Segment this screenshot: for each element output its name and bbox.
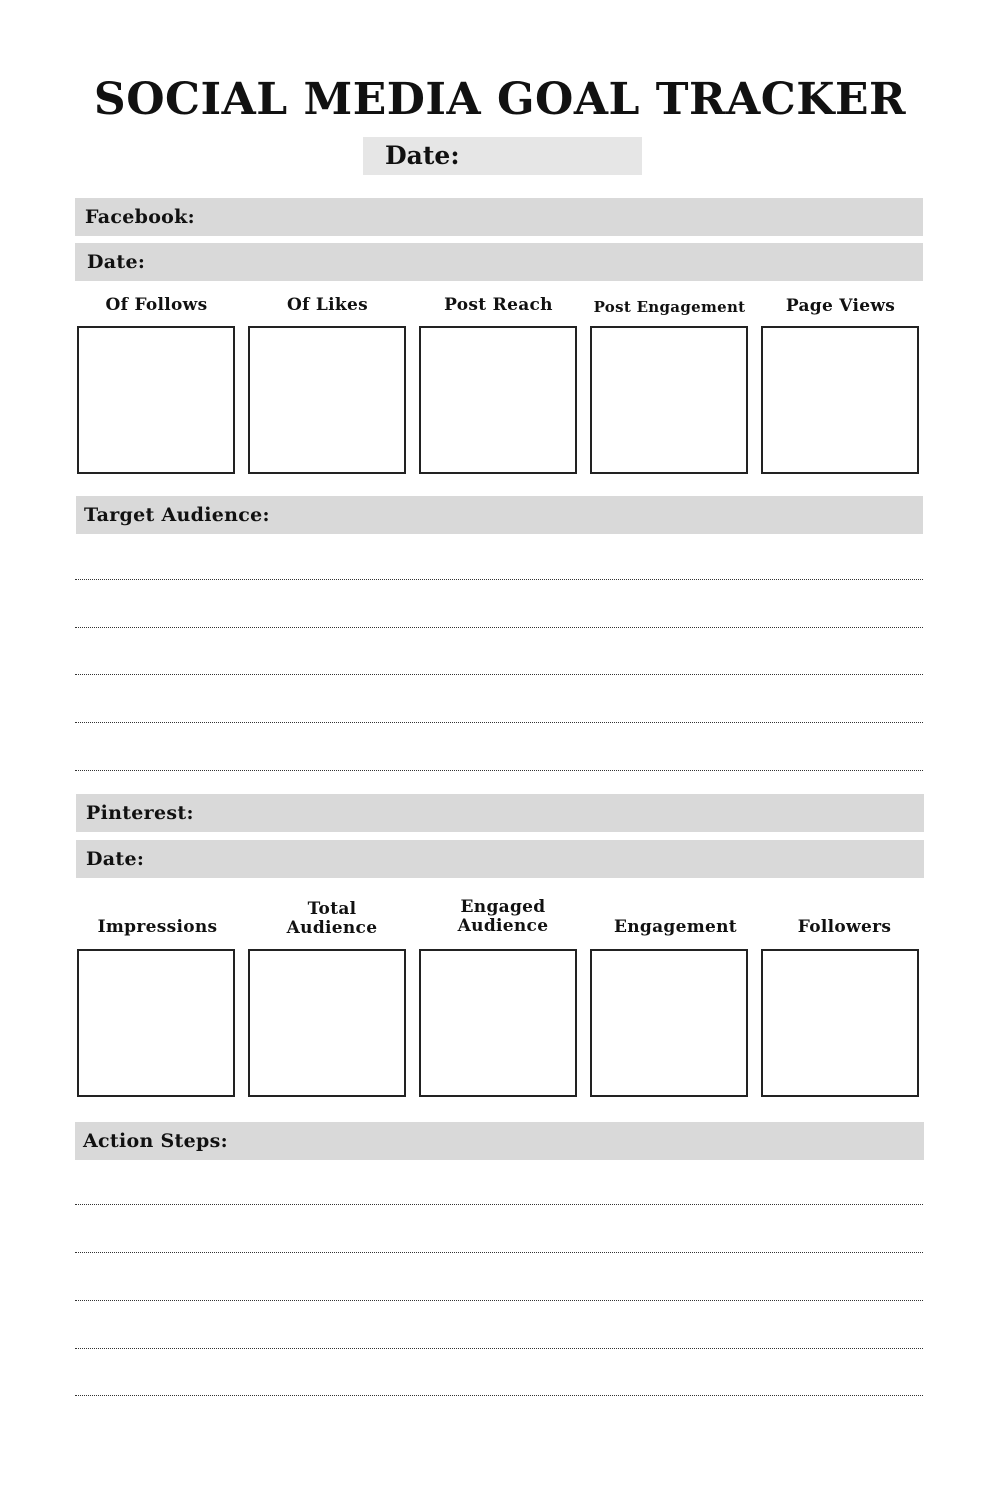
pinterest-date-field[interactable]: Date: — [76, 840, 924, 878]
pinterest-header: Pinterest: — [76, 794, 924, 832]
facebook-box-likes[interactable] — [248, 326, 406, 474]
target-audience-line[interactable] — [75, 674, 923, 675]
action-steps-line[interactable] — [75, 1252, 923, 1253]
facebook-box-post-engagement[interactable] — [590, 326, 748, 474]
target-audience-line[interactable] — [75, 722, 923, 723]
pinterest-box-impressions[interactable] — [77, 949, 235, 1097]
facebook-col-label-post-reach: Post Reach — [444, 295, 553, 315]
action-steps-header: Action Steps: — [75, 1122, 924, 1160]
target-audience-line[interactable] — [75, 579, 923, 580]
action-steps-line[interactable] — [75, 1395, 923, 1396]
action-steps-line[interactable] — [75, 1300, 923, 1301]
pinterest-col-label-impressions: Impressions — [97, 917, 218, 937]
pinterest-box-followers[interactable] — [761, 949, 919, 1097]
pinterest-col-label-engagement: Engagement — [614, 917, 737, 937]
target-audience-line[interactable] — [75, 627, 923, 628]
facebook-box-page-views[interactable] — [761, 326, 919, 474]
facebook-col-label-follows: Of Follows — [105, 295, 208, 315]
pinterest-col-label-followers: Followers — [797, 917, 892, 937]
pinterest-col-label-total-audience: Total Audience — [286, 899, 378, 938]
pinterest-box-total-audience[interactable] — [248, 949, 406, 1097]
facebook-col-label-page-views: Page Views — [785, 296, 896, 316]
pinterest-col-label-engaged-audience: Engaged Audience — [457, 897, 549, 936]
top-date-field[interactable]: Date: — [363, 137, 642, 175]
facebook-box-post-reach[interactable] — [419, 326, 577, 474]
pinterest-box-engagement[interactable] — [590, 949, 748, 1097]
target-audience-line[interactable] — [75, 770, 923, 771]
facebook-date-field[interactable]: Date: — [75, 243, 923, 281]
facebook-box-follows[interactable] — [77, 326, 235, 474]
page-title: SOCIAL MEDIA GOAL TRACKER — [93, 74, 907, 125]
pinterest-box-engaged-audience[interactable] — [419, 949, 577, 1097]
action-steps-line[interactable] — [75, 1348, 923, 1349]
facebook-col-label-likes: Of Likes — [286, 295, 369, 315]
facebook-header: Facebook: — [75, 198, 923, 236]
target-audience-header: Target Audience: — [76, 496, 923, 534]
facebook-col-label-post-engagement: Post Engagement — [593, 298, 746, 316]
action-steps-line[interactable] — [75, 1204, 923, 1205]
